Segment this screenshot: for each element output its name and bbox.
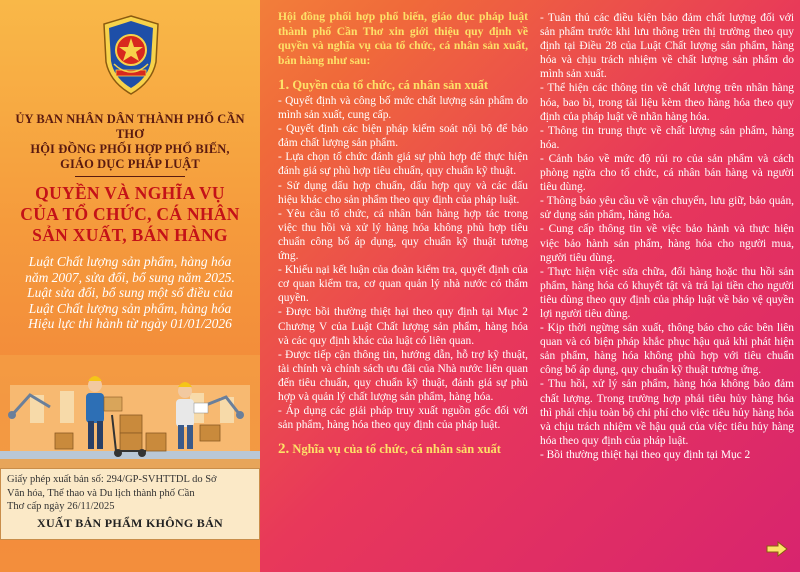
section-2-heading <box>278 442 528 457</box>
org-line-2: HỘI ĐỒNG PHỐI HỢP PHỔ BIẾN, <box>30 142 230 156</box>
law-line-4: Luật Chất lượng sản phẩm, hàng hóa <box>28 300 232 316</box>
list-item: - Tuân thủ các điều kiện bảo đảm chất lượng đối với sản phẩm trước khi lưu thông trên thị trường theo quy định tại Điều 28 của Luật Chất lượng sản phẩm, hàng hóa và chịu trách nhiệm về chất lượng sản phẩm do mình sản xuất. <box>540 12 794 81</box>
list-item: - Quyết định và công bố mức chất lượng sản phẩm do mình sản xuất, cung cấp. <box>278 95 528 122</box>
list-item: - Cảnh báo về mức độ rủi ro của sản phẩm và cách phòng ngừa cho tổ chức, cá nhân bán hàng và người tiêu dùng. <box>540 152 794 194</box>
license-line-1: Giấy phép xuất bản số: 294/GP-SVHTTDL do Sở <box>7 474 217 485</box>
section-1-heading <box>278 78 528 93</box>
content-column-right <box>540 10 794 462</box>
content-column-middle <box>278 10 528 457</box>
title-line-3: SẢN XUẤT, BÁN HÀNG <box>32 225 228 245</box>
section-1-title: Quyền của tổ chức, cá nhân sản xuất <box>292 78 489 92</box>
list-item: - Thông tin trung thực về chất lượng sản phẩm, hàng hóa. <box>540 124 794 151</box>
list-item: - Cung cấp thông tin về việc bảo hành và thực hiện việc bảo hành sản phẩm, hàng hóa cho người mua, người tiêu dùng. <box>540 223 794 264</box>
publishing-license-box <box>0 468 260 540</box>
section-1-items <box>278 94 528 432</box>
list-item: - Khiếu nại kết luận của đoàn kiểm tra, quyết định của cơ quan kiểm tra, cơ quan quản lý nhà nước có thẩm quyền. <box>278 264 528 305</box>
list-item: - Áp dụng các giải pháp truy xuất nguồn gốc đối với sản phẩm, hàng hóa theo quy định của pháp luật. <box>278 405 528 432</box>
section-1-number: 1. <box>278 77 290 93</box>
list-item: - Sử dụng dấu hợp chuẩn, dấu hợp quy và các dấu hiệu khác cho sản phẩm theo quy định của pháp luật. <box>278 179 528 206</box>
law-line-1: Luật Chất lượng sản phẩm, hàng hóa <box>28 254 232 269</box>
police-emblem-icon <box>100 14 162 96</box>
list-item: - Thông báo yêu cầu về vận chuyển, lưu giữ, bảo quản, sử dụng sản phẩm, hàng hóa. <box>540 195 794 222</box>
law-line-2: năm 2007, sửa đổi, bổ sung năm 2025. <box>25 269 235 285</box>
license-line-2: Văn hóa, Thể thao và Du lịch thành phố Cần <box>7 487 195 499</box>
org-divider <box>75 176 185 177</box>
title-line-2: CỦA TỔ CHỨC, CÁ NHÂN <box>20 204 240 224</box>
next-page-arrow-icon[interactable] <box>765 540 789 558</box>
intro-paragraph: Hội đồng phối hợp phổ biến, giáo dục pháp luật thành phố Cần Thơ xin giới thiệu quy định về quyền và nghĩa vụ của tổ chức, cá nhân sản xuất, bán hàng như sau: <box>278 10 528 67</box>
section-2-title: Nghĩa vụ của tổ chức, cá nhân sản xuất <box>292 442 501 457</box>
law-reference <box>8 254 252 332</box>
list-item: - Được bồi thường thiệt hại theo quy định tại Mục 2 Chương V của Luật Chất lượng sản phẩm, hàng hóa và các quy định khác của luật có liên quan. <box>278 306 528 347</box>
law-line-3: Luật sửa đổi, bổ sung một số điều của <box>27 285 233 301</box>
list-item: - Quyết định các biện pháp kiểm soát nội bộ để bảo đảm chất lượng sản phẩm. <box>278 123 528 150</box>
section-2-number: 2. <box>278 441 290 458</box>
law-line-5: Hiệu lực thi hành từ ngày 01/01/2026 <box>28 316 232 332</box>
issuing-organization <box>10 112 250 177</box>
cover-panel <box>0 0 260 572</box>
org-line-1: ỦY BAN NHÂN DÂN THÀNH PHỐ CẦN THƠ <box>15 112 245 141</box>
not-for-sale-notice: XUẤT BẢN PHẨM KHÔNG BÁN <box>36 515 223 530</box>
leaflet-title <box>10 183 250 246</box>
factory-workers-illustration <box>0 355 260 483</box>
section-2-items <box>540 11 794 462</box>
list-item: - Thu hồi, xử lý sản phẩm, hàng hóa không bảo đảm chất lượng. Trong trường hợp phải tiêu hủy hàng hóa thì phải chịu toàn bộ chi phí cho việc tiêu hủy hàng hóa và chịu trách nhiệm về hậu quả của việc tiêu hủy hàng hóa theo quy định của pháp luật. <box>540 378 794 447</box>
org-line-3: GIÁO DỤC PHÁP LUẬT <box>60 157 200 171</box>
list-item: - Kịp thời ngừng sản xuất, thông báo cho các bên liên quan và có biện pháp khắc phục hậu quả khi phát hiện sản phẩm, hàng hóa không phù hợp với tiêu chuẩn công bố áp dụng, quy chuẩn kỹ thuật tương ứng. <box>540 322 794 377</box>
list-item: - Thực hiện việc sửa chữa, đổi hàng hoặc thu hồi sản phẩm, hàng hóa có khuyết tật và trả lại tiền cho người tiêu dùng theo quy định của pháp luật về bảo vệ quyền lợi người tiêu dùng. <box>540 265 794 320</box>
list-item: - Bồi thường thiệt hại theo quy định tại Mục 2 <box>540 448 751 461</box>
list-item: - Lựa chọn tổ chức đánh giá sự phù hợp để thực hiện đánh giá sự phù hợp tiêu chuẩn, quy chuẩn kỹ thuật. <box>278 151 528 178</box>
list-item: - Thể hiện các thông tin về chất lượng trên nhãn hàng hóa, bao bì, trong tài liệu kèm theo hàng hóa theo quy định của pháp luật về nhãn hàng hóa. <box>540 82 794 123</box>
list-item: - Yêu cầu tổ chức, cá nhân bán hàng hợp tác trong việc thu hồi và xử lý hàng hóa không phù hợp tiêu chuẩn công bố áp dụng, quy chuẩn kỹ thuật tương ứng. <box>278 207 528 263</box>
title-line-1: QUYỀN VÀ NGHĨA VỤ <box>35 183 225 203</box>
license-line-3: Thơ cấp ngày 26/11/2025 <box>7 501 115 512</box>
list-item: - Được tiếp cận thông tin, hướng dẫn, hỗ trợ kỹ thuật, tài chính và chính sách ưu đãi của Nhà nước liên quan đến tiêu chuẩn, quy chuẩn kỹ thuật, đánh giá sự phù hợp và quản lý chất lượng sản phẩm, hàng hóa. <box>278 348 528 403</box>
